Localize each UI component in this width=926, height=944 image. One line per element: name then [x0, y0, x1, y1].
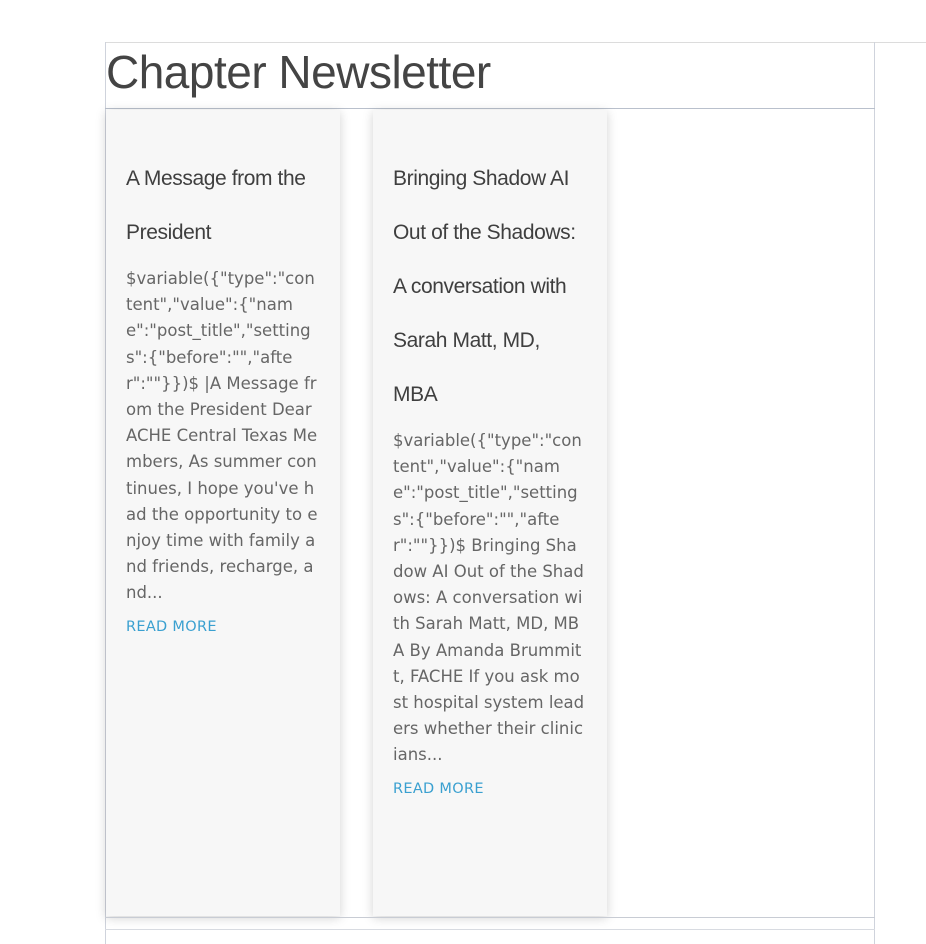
bottom-divider	[105, 917, 875, 918]
post-excerpt: $variable({"type":"content","value":{"name":"post_title","settings":{"before":"","after":""}})$ Bringing Shadow AI Out of the Shadows: A conversation with Sarah Matt, MD, MBA By Amanda Brummitt, FACHE If you ask most hospital system leaders whether their clinicians...	[393, 431, 585, 765]
post-title[interactable]: A Message from the President	[126, 167, 306, 244]
read-more-link[interactable]: READ MORE	[393, 780, 484, 797]
post-excerpt: $variable({"type":"content","value":{"name":"post_title","settings":{"before":"","after":""}})$ |A Message from the President Dear ACHE Central Texas Members, As summer continues, I hope you've had the opportunity to enjoy time with family and friends, recharge, and...	[126, 269, 318, 603]
post-title[interactable]: Bringing Shadow AI Out of the Shadows: A conversation with Sarah Matt, MD, MBA	[393, 167, 576, 406]
frame-top-border	[105, 42, 926, 43]
title-divider	[105, 108, 875, 109]
frame-right-border	[874, 42, 875, 944]
read-more-link[interactable]: READ MORE	[126, 618, 217, 635]
bottom-divider-secondary	[105, 929, 875, 930]
section-title: Chapter Newsletter	[106, 46, 491, 98]
post-card	[373, 110, 607, 916]
post-card	[106, 110, 340, 916]
